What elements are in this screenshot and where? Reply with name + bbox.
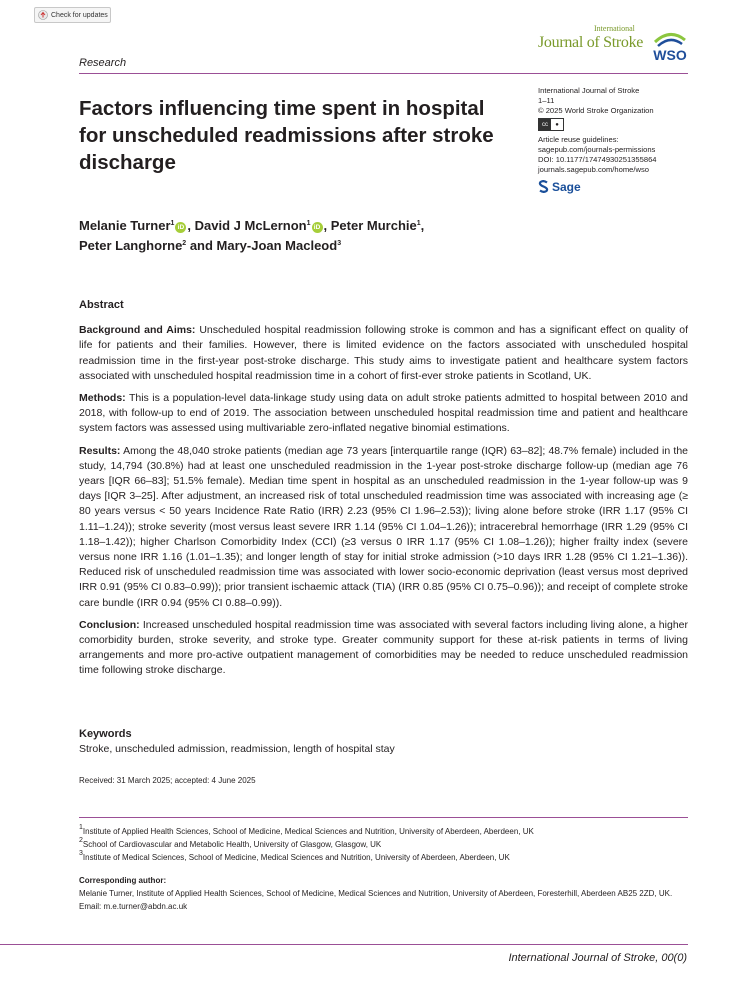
corresponding-heading: Corresponding author: <box>79 876 167 885</box>
abstract-background: Background and Aims: Unscheduled hospital readmission following stroke is common and has a significant effect on quality of life for patients and their families. However, there is limited evidence on the factors associated with unscheduled hospital readmission time in the first-year post-stroke discharge. This study aims to investigate patient and healthcare system factors associated with unscheduled hospital readmission time in a cohort of first-ever stroke patients in Scotland, UK. <box>79 324 689 382</box>
author: Peter Murchie$^1$, <box>330 218 425 233</box>
orcid-icon[interactable]: iD <box>312 222 323 233</box>
author: Melanie Turner$^1$iD , <box>79 218 195 233</box>
affiliation: $^2$School of Cardiovascular and Metabolic Health, University of Glasgow, Glasgow, UK <box>79 837 382 849</box>
journal-logo <box>538 22 690 68</box>
keywords <box>79 727 688 757</box>
copyright: © 2025 World Stroke Organization <box>538 106 654 115</box>
journal-name: Journal of Stroke <box>538 34 644 51</box>
journal-title-small: International Journal of Stroke <box>538 86 640 95</box>
abstract-results: Results: Among the 48,040 stroke patients (median age 73 years [interquartile range (IQR) 63–82]; 48.7% female) included in the study, 14,794 (30.8%) had at least one unscheduled readmission in the 1-year post-stroke discharge follow-up (median age 76 years [IQR 66–83]; 51.5% female). Median time spent in hospital as an unscheduled readmission in the 1-year follow-up was 9 days [IQR 3–25]. After adjustment, an increased risk of total unscheduled readmission time was associated with increasing age (≥ 80 years versus < 50 years Incidence Rate Ratio (IRR) 2.23 (95% CI 1.96–2.53)); living alone before stroke (IRR 1.17 (95% CI 1.11–1.24)); stroke severity (most versus least severe IRR 1.14 (95% CI 1.04–1.26)); intracerebral hemorrhage (IRR 1.29 (95% CI 1.18–1.42)); higher Charlson Comorbidity Index (CCI) (≥3 versus 0 IRR 1.17 (95% CI 1.08–1.26)); higher frailty index (severe versus none IRR 1.16 (1.01–1.35); and longer length of stay for initial stroke admission (>10 days IRR 1.28 (95% CI 1.21–1.36)). Reduced risk of unscheduled readmission time was associated with lower socio-economic deprivation (least versus most deprived IRR 0.91 (95% CI 0.83–0.99)); prior transient ischaemic attack (TIA) (IRR 0.85 (95% CI 0.75–0.96)); and receipt of complete stroke care bundle (IRR 0.94 (95% CI 0.88–0.99)). <box>79 444 689 609</box>
wso-logo-icon <box>649 26 691 66</box>
sage-label: Sage <box>552 179 581 194</box>
article-title: Factors influencing time spent in hospital for unscheduled readmissions after stroke discharge <box>79 97 494 174</box>
abstract-methods: Methods: This is a population-level data-linkage study using data on adult stroke patients admitted to hospital between 2010 and 2018, with follow-up to end of 2019. The association between unscheduled hospital readmission time and patient and healthcare system factors was assessed using multivariable zero-inflated negative binomial estimations. <box>79 392 689 435</box>
top-divider <box>79 73 688 74</box>
corresponding-address: Melanie Turner, Institute of Applied Health Sciences, School of Medicine, Medical Sciences and Nutrition, University of Aberdeen, Foresterhill, Aberdeen AB25 2ZD, UK. <box>79 889 673 898</box>
affiliation: $^1$Institute of Applied Health Sciences, School of Medicine, Medical Sciences and Nutrition, University of Aberdeen, Aberdeen, UK <box>79 824 534 836</box>
section-label: Research <box>79 57 127 69</box>
cc-icon: cc <box>539 119 551 130</box>
update-icon <box>38 10 48 20</box>
cc-by-icon[interactable] <box>538 118 564 131</box>
affiliation: $^3$Institute of Medical Sciences, School of Medicine, Medical Sciences and Nutrition, University of Aberdeen, Aberdeen, UK <box>79 850 510 862</box>
keywords-list: Stroke, unscheduled admission, readmission, length of hospital stay <box>79 743 395 755</box>
reuse-link[interactable]: sagepub.com/journals-permissions <box>538 145 656 154</box>
author-list <box>79 216 509 256</box>
journal-international: International <box>594 24 635 33</box>
footnote-divider <box>79 817 688 818</box>
abstract <box>79 298 688 686</box>
corresponding-email[interactable]: Email: m.e.turner@abdn.ac.uk <box>79 902 188 911</box>
orcid-icon[interactable]: iD <box>175 222 186 233</box>
keywords-heading: Keywords <box>79 728 132 740</box>
doi[interactable]: DOI: 10.1177/17474930251355864 <box>538 155 657 164</box>
sage-logo <box>538 180 698 193</box>
author: Peter Langhorne$^2$ and <box>79 238 217 253</box>
reuse-label: Article reuse guidelines: <box>538 135 619 144</box>
check-for-updates-label: Check for updates <box>51 11 108 19</box>
abstract-conclusion: Conclusion: Increased unscheduled hospital readmission time was associated with several factors including living alone, a higher comorbidity burden, stroke severity, and stroke type. Greater community support for these at-risk patients in terms of living arrangements and more pro-active outpatient management of comorbidities may be needed to reduce unscheduled readmission time following stroke discharge. <box>79 618 688 677</box>
author: Mary-Joan Macleod$^3$ <box>216 238 342 253</box>
received-dates: Received: 31 March 2025; accepted: 4 June 2025 <box>79 776 256 785</box>
journal-home-link[interactable]: journals.sagepub.com/home/wso <box>538 165 650 174</box>
abstract-heading: Abstract <box>79 299 124 311</box>
wso-text: WSO <box>653 47 687 63</box>
corresponding-author <box>79 874 688 913</box>
author: David J McLernon$^1$iD , <box>194 218 331 233</box>
footer-journal: International Journal of Stroke, 00(0) <box>508 952 687 964</box>
page-range: 1–11 <box>538 96 555 105</box>
footer-divider <box>0 944 688 945</box>
check-for-updates-button[interactable] <box>34 7 111 23</box>
by-person-icon: ● <box>555 121 559 128</box>
article-info-panel <box>538 86 698 193</box>
sage-s-icon <box>538 180 549 193</box>
affiliations <box>79 825 688 864</box>
